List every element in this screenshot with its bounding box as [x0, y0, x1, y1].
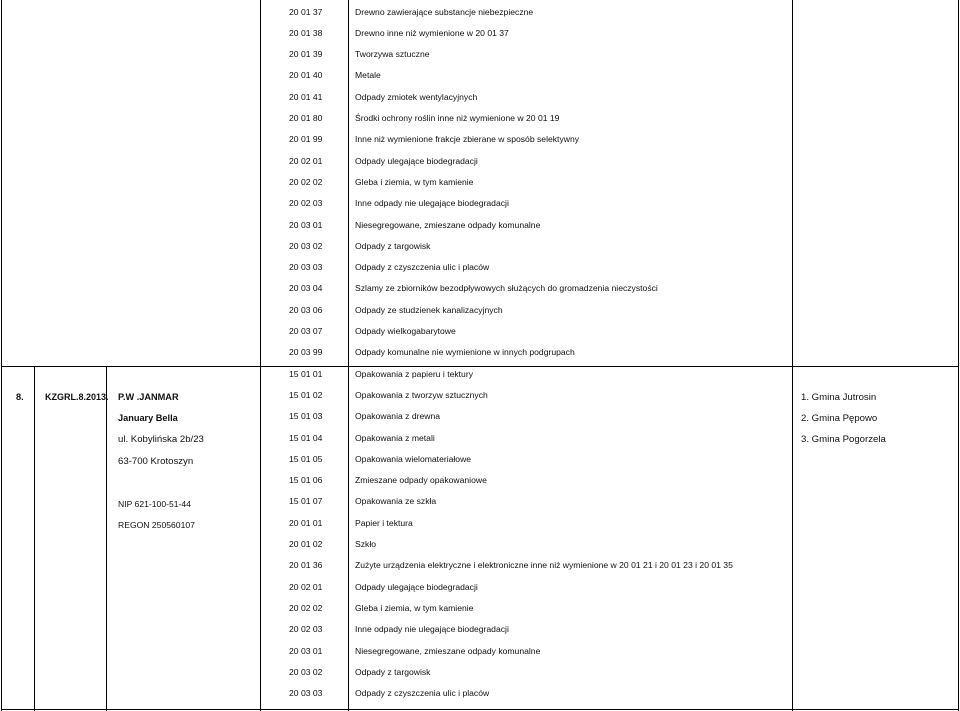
table-row [0, 513, 960, 534]
waste-code: 20 02 02 [289, 602, 323, 613]
waste-code: 20 02 01 [289, 155, 323, 166]
waste-code: 20 01 41 [289, 91, 323, 102]
company-name: P.W .JANMAR [118, 392, 179, 402]
waste-code: 20 03 03 [289, 688, 323, 699]
waste-description: Tworzywa sztuczne [355, 49, 430, 60]
table-row [0, 172, 960, 193]
table-row [0, 662, 960, 683]
table-row [0, 619, 960, 640]
bottom-border [1, 709, 959, 710]
waste-code: 20 03 01 [289, 645, 323, 656]
gmina-3: 3. Gmina Pogorzela [801, 434, 886, 445]
table-row [0, 108, 960, 129]
waste-description: Szkło [355, 539, 377, 549]
company-regon: REGON 250560107 [118, 520, 195, 530]
waste-code: 20 03 04 [289, 283, 323, 294]
entry-number: KZGRL.8.2013. [45, 392, 109, 402]
table-row [0, 555, 960, 576]
table-row [0, 342, 960, 363]
waste-code: 20 03 01 [289, 219, 323, 230]
waste-description: Środki ochrony roślin inne niż wymienione w 20 01 19 [355, 113, 560, 123]
table-row [0, 215, 960, 236]
waste-code: 20 03 99 [289, 347, 323, 358]
waste-code: 20 01 38 [289, 27, 323, 38]
waste-code: 15 01 07 [289, 496, 323, 507]
waste-description: Zużyte urządzenia elektryczne i elektroniczne inne niż wymienione w 20 01 21 i 20 01 23 i 20 01 35 [355, 560, 733, 571]
waste-description: Papier i tektura [355, 517, 413, 528]
waste-code: 20 01 37 [289, 6, 323, 17]
waste-description: Odpady zmiotek wentylacyjnych [355, 91, 478, 102]
waste-description: Niesegregowane, zmieszane odpady komunalne [355, 219, 541, 230]
table-row [0, 2, 960, 23]
gmina-2: 2. Gmina Pępowo [801, 413, 878, 424]
table-row [0, 236, 960, 257]
waste-code: 20 03 02 [289, 240, 323, 251]
gmina-1: 1. Gmina Jutrosin [801, 392, 877, 403]
table-row [0, 87, 960, 108]
table-row [0, 23, 960, 44]
table-row [0, 44, 960, 65]
table-row [0, 300, 960, 321]
waste-description: Odpady z czyszczenia ulic i placów [355, 262, 490, 273]
company-city: 63-700 Krotoszyn [118, 456, 194, 467]
waste-code: 20 01 01 [289, 517, 323, 528]
waste-code: 20 03 03 [289, 262, 323, 273]
waste-code: 15 01 01 [289, 368, 323, 379]
waste-code: 20 02 03 [289, 198, 323, 209]
table-row [0, 129, 960, 150]
table-row [0, 577, 960, 598]
waste-code: 20 02 03 [289, 624, 323, 635]
table-row [0, 428, 960, 449]
waste-description: Inne odpady nie ulegające biodegradacji [355, 198, 509, 209]
table-row [0, 257, 960, 278]
entry-lp: 8. [16, 392, 24, 402]
table-row [0, 65, 960, 86]
table-row [0, 151, 960, 172]
table-row [0, 470, 960, 491]
waste-code: 20 01 80 [289, 113, 323, 123]
waste-code: 20 02 02 [289, 176, 323, 187]
company-nip: NIP 621-100-51-44 [118, 499, 191, 509]
waste-code: 15 01 04 [289, 432, 323, 443]
waste-code: 20 01 40 [289, 70, 323, 81]
company-street: ul. Kobylińska 2b/23 [118, 434, 204, 445]
waste-description: Odpady z targowisk [355, 666, 431, 677]
waste-description: Inne odpady nie ulegające biodegradacji [355, 624, 509, 635]
table-row [0, 385, 960, 406]
waste-code: 20 03 06 [289, 304, 323, 315]
table-row [0, 534, 960, 555]
table-row [0, 193, 960, 214]
table-row [0, 683, 960, 704]
waste-description: Odpady z targowisk [355, 240, 431, 251]
waste-description: Odpady ulegające biodegradacji [355, 581, 478, 592]
table-row [0, 321, 960, 342]
table-row [0, 449, 960, 470]
table-row [0, 278, 960, 299]
table-row [0, 598, 960, 619]
waste-description: Inne niż wymienione frakcje zbierane w sposób selektywny [355, 134, 580, 145]
waste-code: 15 01 06 [289, 475, 323, 486]
waste-description: Szlamy ze zbiorników bezodpływowych służących do gromadzenia nieczystości [355, 283, 658, 294]
waste-description: Odpady komunalne nie wymienione w innych podgrupach [355, 347, 575, 358]
table-row [0, 364, 960, 385]
waste-description: Odpady z czyszczenia ulic i placów [355, 688, 490, 699]
waste-description: Zmieszane odpady opakowaniowe [355, 475, 487, 486]
table-row [0, 406, 960, 427]
table-row [0, 491, 960, 512]
waste-code: 15 01 03 [289, 411, 323, 422]
waste-code: 20 03 02 [289, 666, 323, 677]
waste-description: Opakowania z tworzyw sztucznych [355, 389, 488, 400]
table-row [0, 641, 960, 662]
waste-description: Gleba i ziemia, w tym kamienie [355, 602, 474, 613]
waste-description: Metale [355, 70, 381, 81]
waste-description: Drewno zawierające substancje niebezpieczne [355, 6, 534, 17]
waste-code: 20 01 99 [289, 134, 323, 145]
waste-description: Odpady ze studzienek kanalizacyjnych [355, 304, 503, 315]
waste-code: 20 01 36 [289, 560, 323, 571]
waste-description: Niesegregowane, zmieszane odpady komunalne [355, 645, 541, 656]
waste-code: 15 01 05 [289, 453, 323, 464]
waste-description: Odpady wielkogabarytowe [355, 326, 456, 336]
waste-description: Opakowania wielomateriałowe [355, 453, 472, 464]
waste-description: Opakowania z drewna [355, 411, 441, 422]
waste-description: Opakowania z metali [355, 432, 435, 443]
waste-code: 20 02 01 [289, 581, 323, 592]
waste-description: Odpady ulegające biodegradacji [355, 155, 478, 166]
waste-description: Opakowania z papieru i tektury [355, 368, 473, 379]
company-owner: January Bella [118, 413, 178, 423]
waste-code: 20 03 07 [289, 326, 323, 336]
waste-code: 20 01 39 [289, 49, 323, 60]
waste-code: 20 01 02 [289, 539, 323, 549]
waste-description: Opakowania ze szkła [355, 496, 437, 507]
waste-code: 15 01 02 [289, 389, 323, 400]
waste-description: Drewno inne niż wymienione w 20 01 37 [355, 27, 509, 38]
waste-description: Gleba i ziemia, w tym kamienie [355, 176, 474, 187]
